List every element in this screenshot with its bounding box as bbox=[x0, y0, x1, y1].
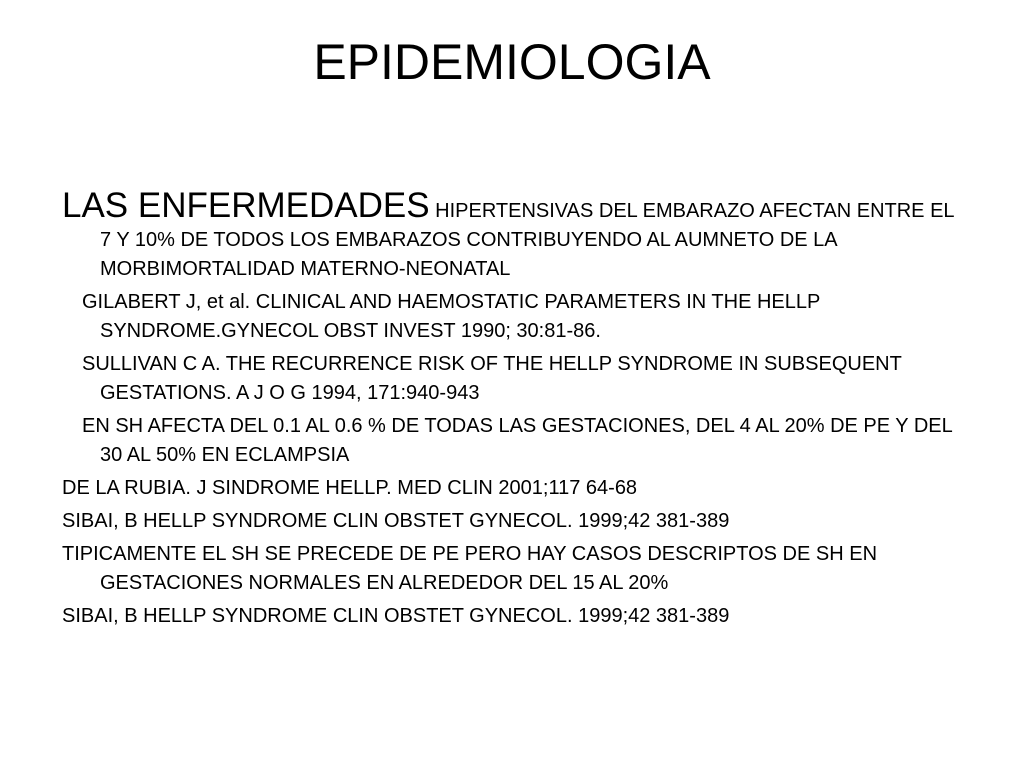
slide-title: EPIDEMIOLOGIA bbox=[313, 34, 711, 90]
paragraph-reference-sullivan: SULLIVAN C A. THE RECURRENCE RISK OF THE HELLP SYNDROME IN SUBSEQUENT GESTATIONS. A J O G 1994, 171:940-943 bbox=[82, 353, 902, 404]
paragraph-typical-presentation: TIPICAMENTE EL SH SE PRECEDE DE PE PERO HAY CASOS DESCRIPTOS DE SH EN GESTACIONES NORMALES EN ALREDEDOR DEL 15 AL 20% bbox=[62, 543, 878, 594]
intro-rest-text: HIPERTENSIVAS DEL EMBARAZO AFECTAN ENTRE EL 7 Y 10% DE TODOS LOS EMBARAZOS CONTRIBUYENDO AL AUMNETO DE LA MORBIMORTALIDAD MATERNO-NEONATAL bbox=[100, 200, 954, 280]
slide-body bbox=[62, 186, 962, 635]
intro-lead-text: LAS ENFERMEDADES bbox=[62, 186, 430, 225]
paragraph-reference-gilabert: GILABERT J, et al. CLINICAL AND HAEMOSTATIC PARAMETERS IN THE HELLP SYNDROME.GYNECOL OBST INVEST 1990; 30:81-86. bbox=[82, 291, 820, 342]
paragraph-reference-sibai-2: SIBAI, B HELLP SYNDROME CLIN OBSTET GYNECOL. 1999;42 381-389 bbox=[62, 605, 730, 627]
paragraph-reference-rubia: DE LA RUBIA. J SINDROME HELLP. MED CLIN 2001;117 64-68 bbox=[62, 477, 638, 499]
paragraph-intro bbox=[62, 186, 962, 284]
paragraph-incidence: EN SH AFECTA DEL 0.1 AL 0.6 % DE TODAS LAS GESTACIONES, DEL 4 AL 20% DE PE Y DEL 30 AL 50% EN ECLAMPSIA bbox=[82, 415, 952, 466]
paragraph-reference-sibai-1: SIBAI, B HELLP SYNDROME CLIN OBSTET GYNECOL. 1999;42 381-389 bbox=[62, 510, 730, 532]
